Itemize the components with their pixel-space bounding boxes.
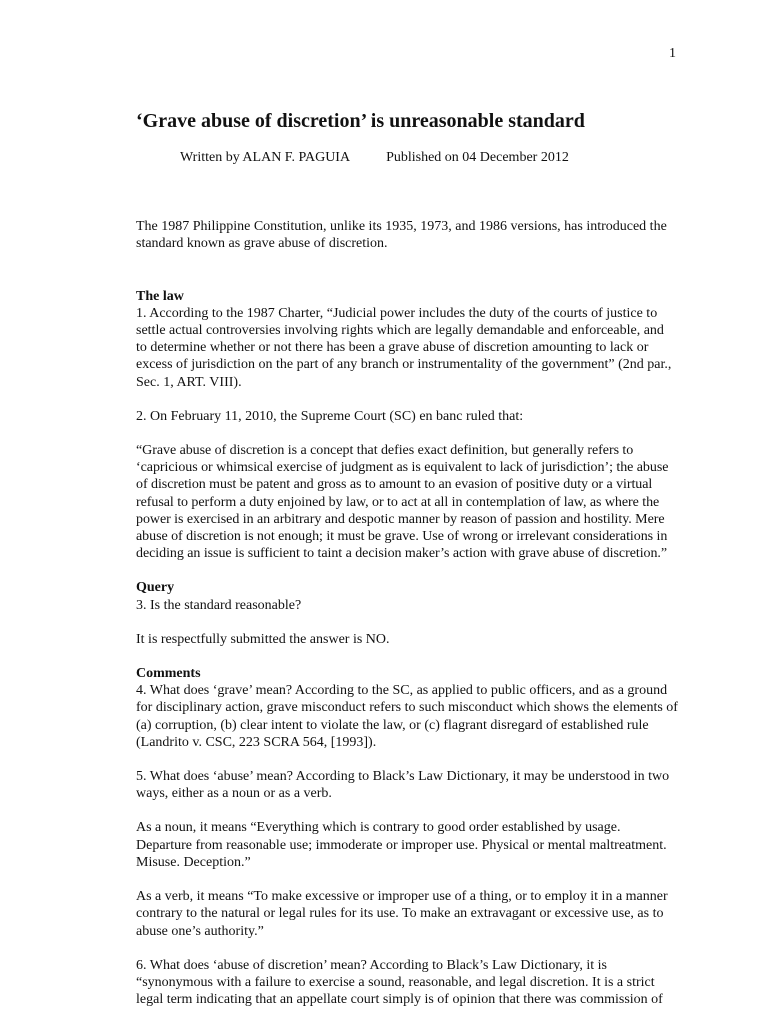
noun-definition: As a noun, it means “Everything which is contrary to good order established by usage. Departure from reasonable use; immoderate or improper use. Physical or mental maltreatment. Misuse. Deception.”	[136, 820, 667, 870]
section-heading-query: Query	[136, 580, 175, 596]
verb-definition: As a verb, it means “To make excessive or improper use of a thing, or to employ it in a manner contrary to the natural or legal rules for its use. To make an extravagant or excessive use, as to abuse one’s authority.”	[136, 889, 668, 939]
intro-paragraph: The 1987 Philippine Constitution, unlike its 1935, 1973, and 1986 versions, has introduced the standard known as grave abuse of discretion.	[136, 219, 667, 252]
published-date: Published on 04 December 2012	[386, 150, 569, 165]
paragraph-2: 2. On February 11, 2010, the Supreme Court (SC) en banc ruled that:	[136, 408, 524, 424]
answer-paragraph: It is respectfully submitted the answer is NO.	[136, 631, 390, 647]
section-heading-comments: Comments	[136, 666, 201, 682]
author: Written by ALAN F. PAGUIA	[180, 150, 351, 165]
document-body	[136, 108, 678, 1024]
paragraph-5: 5. What does ‘abuse’ mean? According to Black’s Law Dictionary, it may be understood in two ways, either as a noun or as a verb.	[136, 769, 670, 802]
paragraph-1: 1. According to the 1987 Charter, “Judicial power includes the duty of the courts of justice to settle actual controversies involving rights which are legally demandable and enforceable, and to determine whether or not there has been a grave abuse of discretion amounting to lack or excess of jurisdiction on the part of any branch or instrumentality of the government” (2nd par., Sec. 1, ART. VIII).	[136, 305, 672, 390]
paragraph-6: 6. What does ‘abuse of discretion’ mean? According to Black’s Law Dictionary, it is “synonymous with a failure to exercise a sound, reasonable, and legal discretion. It is a strict legal term indicating that an appellate court simply is of opinion that there was commission of	[136, 957, 663, 1008]
supreme-court-quote: “Grave abuse of discretion is a concept that defies exact definition, but generally refers to ‘capricious or whimsical exercise of judgment as is equivalent to lack of jurisdiction’; the abuse of discretion must be patent and gross as to amount to an evasion of positive duty or a virtual refusal to perform a duty enjoined by law, or to act at all in contemplation of law, as where the power is exercised in an arbitrary and despotic manner by reason of passion and hostility. Mere abuse of discretion is not enough; it must be grave. Use of wrong or irrelevant considerations in deciding an issue is sufficient to taint a decision maker’s action with grave abuse of discretion.”	[136, 443, 669, 562]
paragraph-3: 3. Is the standard reasonable?	[136, 597, 302, 613]
section-heading-law: The law	[136, 288, 184, 304]
page-number: 1	[669, 46, 676, 61]
paragraph-4: 4. What does ‘grave’ mean? According to the SC, as applied to public officers, and as a ground for disciplinary action, grave misconduct refers to such misconduct which shows the elements of (a) corruption, (b) clear intent to violate the law, or (c) flagrant disregard of established rule (Landrito v. CSC, 223 SCRA 564, [1993]).	[136, 683, 678, 750]
document-title: ‘Grave abuse of discretion’ is unreasonable standard	[136, 110, 585, 132]
byline	[180, 149, 678, 166]
